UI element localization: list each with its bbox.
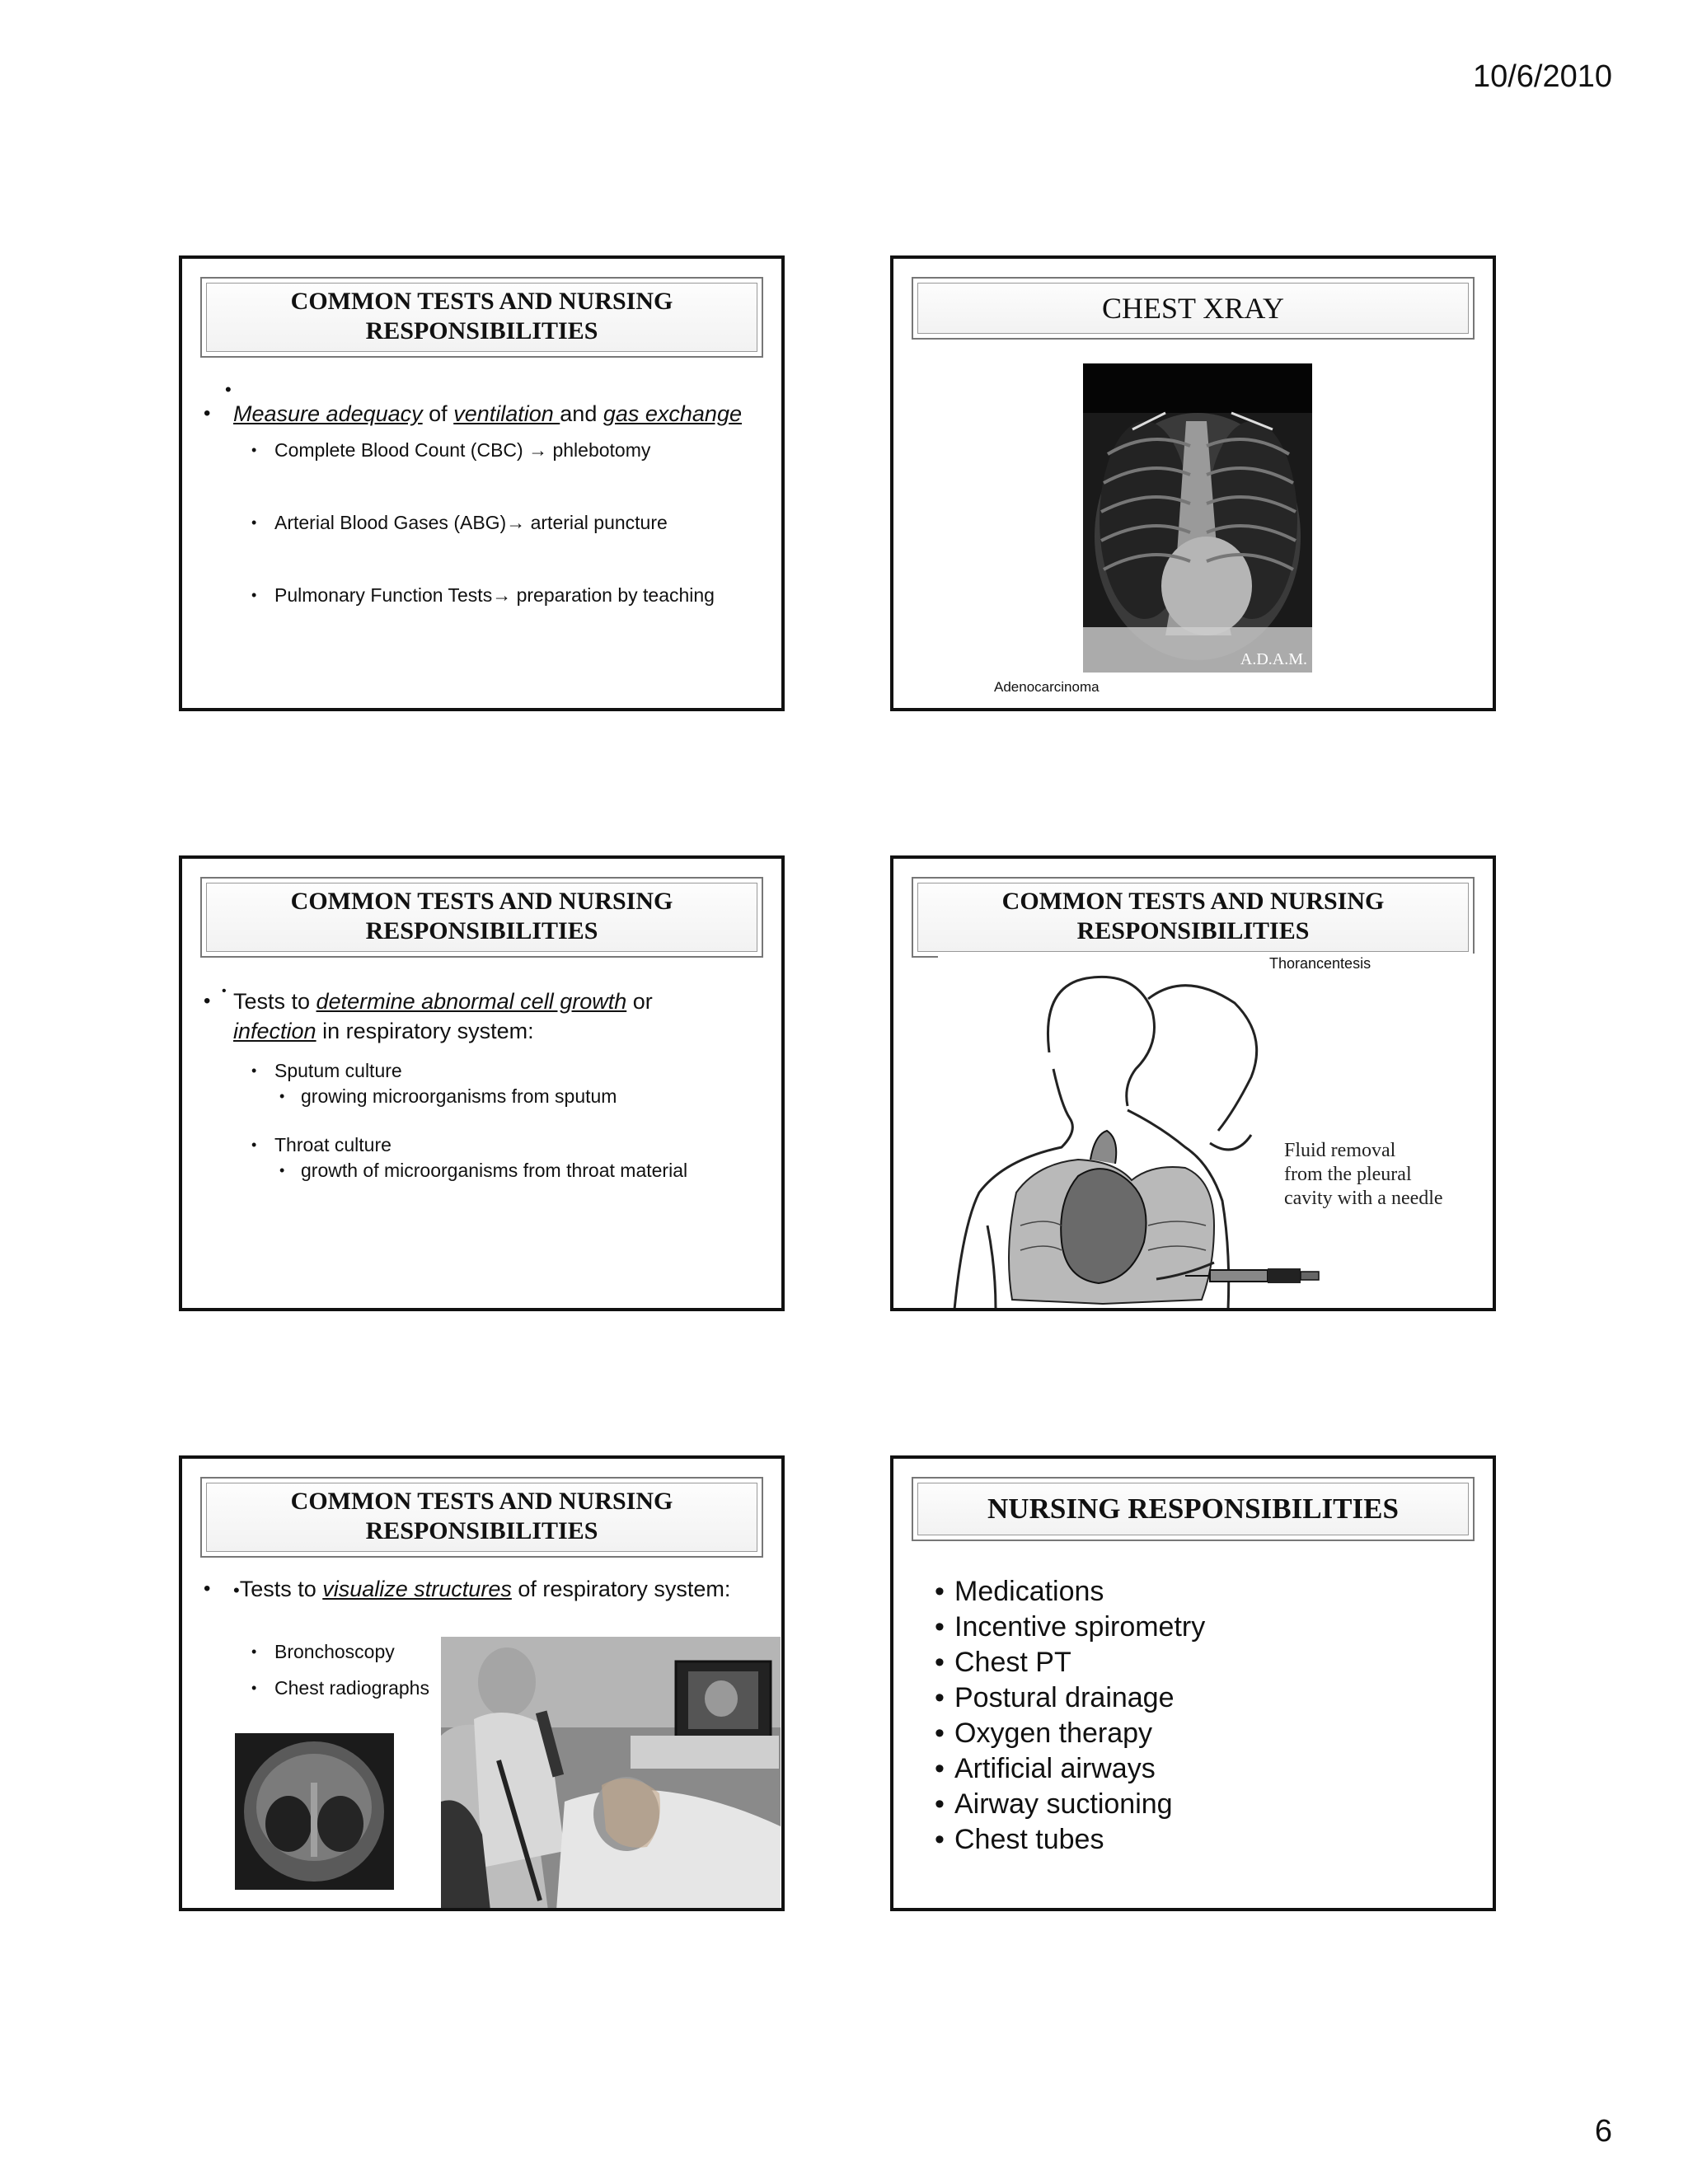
slide-title: COMMON TESTS AND NURSING RESPONSIBILITIES: [206, 283, 757, 352]
list-item: • Sputum culture: [200, 1057, 767, 1084]
list-item: • Artificial airways: [935, 1751, 1205, 1787]
chest-xray-image: [1083, 363, 1312, 673]
slide-title-frame: [912, 277, 1475, 340]
responsibilities-list: [935, 1574, 1205, 1858]
image-caption: Adenocarcinoma: [994, 679, 1100, 695]
list-item: • Chest radiographs: [200, 1675, 767, 1701]
list-item: • Bronchoscopy: [200, 1638, 767, 1665]
list-item: • Airway suctioning: [935, 1787, 1205, 1822]
list-item: • Oxygen therapy: [935, 1716, 1205, 1751]
slide-thoracentesis: [890, 855, 1496, 1311]
main-bullet: • •Tests to visualize structures of respiratory system:: [200, 1574, 767, 1605]
slide-title: COMMON TESTS AND NURSING RESPONSIBILITIES: [917, 883, 1469, 952]
bullet-dot: •: [222, 984, 227, 998]
adam-logo: A.D.A.M.: [1240, 650, 1307, 668]
bullet-dot: •: [225, 379, 232, 400]
slide-title: NURSING RESPONSIBILITIES: [917, 1483, 1469, 1535]
list-item: • Medications: [935, 1574, 1205, 1610]
list-item: • Pulmonary Function Tests→ preparation by teaching: [200, 582, 767, 608]
slide-title-frame: [200, 1477, 763, 1558]
illustration-label: Fluid removal from the pleural cavity with a needle: [1284, 1140, 1443, 1209]
list-item: • Chest tubes: [935, 1822, 1205, 1858]
slide-title-frame: [200, 877, 763, 958]
main-bullet: • Tests to determine abnormal cell growth or infection in respiratory system:: [200, 987, 767, 1046]
list-subitem: • growing microorganisms from sputum: [200, 1084, 767, 1108]
list-item: • Complete Blood Count (CBC) → phlebotomy: [200, 437, 767, 463]
page-date: 10/6/2010: [1472, 59, 1612, 94]
slide-title-frame: [912, 877, 1475, 958]
slide-common-tests-ventilation: [179, 255, 785, 711]
bronchoscopy-procedure-photo: [441, 1637, 781, 1910]
list-subitem: • growth of microorganisms from throat material: [200, 1158, 767, 1183]
slide-common-tests-visualize: [179, 1455, 785, 1911]
slide-title: CHEST XRAY: [917, 283, 1469, 334]
list-item: • Postural drainage: [935, 1680, 1205, 1716]
image-caption: Thorancentesis: [1269, 955, 1372, 972]
thoracentesis-illustration: [938, 954, 1482, 1310]
page-number: 6: [1594, 2114, 1612, 2149]
list-item: • Throat culture: [200, 1132, 767, 1158]
slide-title: COMMON TESTS AND NURSING RESPONSIBILITIES: [206, 1483, 757, 1552]
slide-title-frame: [912, 1477, 1475, 1541]
slide-common-tests-cell-growth: [179, 855, 785, 1311]
slide-title-frame: [200, 277, 763, 358]
slide-chest-xray: [890, 255, 1496, 711]
list-item: • Chest PT: [935, 1645, 1205, 1680]
list-item: • Arterial Blood Gases (ABG)→ arterial puncture: [200, 509, 767, 536]
slide-nursing-responsibilities: [890, 1455, 1496, 1911]
bronchoscopy-view-image: [235, 1733, 394, 1890]
slide-title: COMMON TESTS AND NURSING RESPONSIBILITIES: [206, 883, 757, 952]
main-bullet: • Measure adequacy of ventilation and gas exchange: [200, 399, 767, 429]
list-item: • Incentive spirometry: [935, 1610, 1205, 1645]
